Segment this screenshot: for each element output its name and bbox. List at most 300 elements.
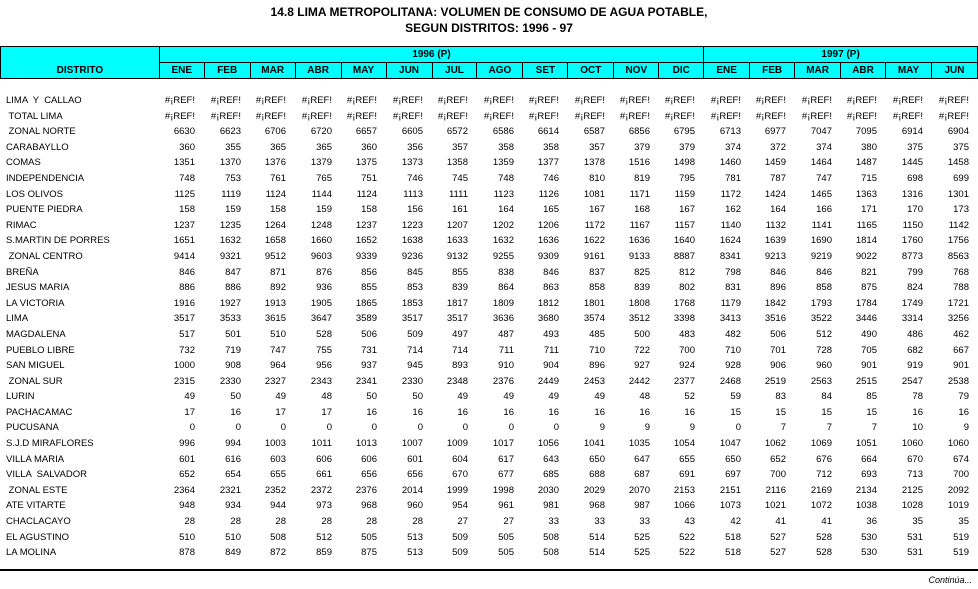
table-row: [0, 498, 978, 514]
value-cell: 3615: [264, 313, 286, 325]
district-name: PUCUSANA: [6, 422, 59, 434]
value-cell: 372: [770, 141, 786, 153]
value-cell: 527: [770, 531, 786, 543]
value-cell: 49: [184, 391, 195, 403]
value-cell: 831: [725, 282, 741, 294]
value-cell: 3516: [764, 313, 786, 325]
district-name: LA MOLINA: [6, 547, 57, 559]
district-name: PUEBLO LIBRE: [6, 344, 75, 356]
value-cell: #¡REF!: [619, 110, 650, 122]
value-cell: #¡REF!: [483, 110, 514, 122]
value-cell: 2330: [401, 375, 423, 387]
value-cell: 33: [639, 516, 650, 528]
table-title: 14.8 LIMA METROPOLITANA: VOLUMEN DE CONSUMO DE AGUA POTABLE,: [270, 5, 708, 19]
value-cell: 159: [225, 204, 241, 216]
value-cell: 1927: [219, 297, 241, 309]
value-cell: 650: [589, 453, 605, 465]
value-cell: 2343: [310, 375, 332, 387]
value-cell: 509: [407, 328, 423, 340]
value-cell: 687: [634, 469, 650, 481]
value-cell: 171: [861, 204, 877, 216]
value-cell: 3680: [537, 313, 559, 325]
value-cell: 1056: [537, 438, 559, 450]
value-cell: 28: [412, 516, 423, 528]
value-cell: 1351: [173, 157, 195, 169]
value-cell: 1905: [310, 297, 332, 309]
value-cell: 3446: [855, 313, 877, 325]
value-cell: 799: [907, 266, 923, 278]
table-row: [0, 93, 978, 109]
value-cell: 10: [912, 422, 923, 434]
table-header: [0, 46, 978, 79]
value-cell: 6795: [673, 126, 695, 138]
value-cell: 0: [280, 422, 286, 434]
value-cell: 745: [452, 172, 468, 184]
value-cell: 810: [589, 172, 605, 184]
value-cell: 9414: [173, 250, 195, 262]
value-cell: 753: [225, 172, 241, 184]
value-cell: 1812: [537, 297, 559, 309]
value-cell: 9219: [810, 250, 832, 262]
value-cell: 667: [953, 344, 969, 356]
table-row: [0, 374, 978, 390]
value-cell: 802: [679, 282, 695, 294]
value-cell: 908: [225, 360, 241, 372]
value-cell: 1853: [401, 297, 423, 309]
value-cell: #¡REF!: [164, 95, 195, 106]
value-cell: 6623: [219, 126, 241, 138]
value-cell: 1999: [446, 484, 468, 496]
value-cell: 954: [452, 500, 468, 512]
value-cell: #¡REF!: [710, 110, 741, 122]
value-cell: 1373: [401, 157, 423, 169]
value-cell: 6713: [719, 126, 741, 138]
value-cell: #¡REF!: [801, 110, 832, 122]
value-cell: #¡REF!: [392, 110, 423, 122]
value-cell: 6914: [901, 126, 923, 138]
table-subtitle: SEGUN DISTRITOS: 1996 - 97: [405, 21, 573, 35]
value-cell: #¡REF!: [301, 110, 332, 122]
table-row: [0, 171, 978, 187]
value-cell: 1062: [764, 438, 786, 450]
continues-note: Continúa...: [928, 575, 972, 585]
value-cell: 1165: [856, 219, 877, 231]
value-cell: 15: [775, 406, 786, 418]
value-cell: #¡REF!: [619, 95, 650, 106]
value-cell: 927: [634, 360, 650, 372]
value-cell: 3522: [810, 313, 832, 325]
value-cell: 2376: [355, 484, 377, 496]
value-cell: 1038: [855, 500, 877, 512]
value-cell: 944: [270, 500, 286, 512]
value-cell: 847: [225, 266, 241, 278]
value-cell: 159: [316, 204, 332, 216]
value-cell: 1119: [221, 188, 241, 200]
district-name: CHACLACAYO: [6, 516, 71, 528]
value-cell: 379: [679, 141, 695, 153]
value-cell: #¡REF!: [210, 95, 241, 106]
value-cell: 510: [179, 531, 195, 543]
value-cell: #¡REF!: [483, 95, 514, 106]
value-cell: 168: [634, 204, 650, 216]
value-cell: 506: [361, 328, 377, 340]
value-cell: 886: [225, 282, 241, 294]
value-cell: 864: [498, 282, 514, 294]
value-cell: 16: [594, 406, 605, 418]
value-cell: 35: [958, 516, 969, 528]
value-cell: 2169: [810, 484, 832, 496]
value-cell: 2364: [173, 484, 195, 496]
value-cell: 3517: [446, 313, 468, 325]
value-cell: 606: [316, 453, 332, 465]
value-cell: 510: [270, 328, 286, 340]
value-cell: #¡REF!: [437, 110, 468, 122]
value-cell: 1144: [311, 188, 332, 200]
value-cell: 17: [321, 406, 332, 418]
value-cell: 358: [498, 141, 514, 153]
month-header: MAY: [886, 63, 932, 79]
value-cell: 28: [321, 516, 332, 528]
value-cell: 1622: [583, 235, 605, 247]
value-cell: 1019: [947, 500, 969, 512]
value-cell: 506: [770, 328, 786, 340]
district-name: LA VICTORIA: [6, 297, 65, 309]
value-cell: 6904: [947, 126, 969, 138]
value-cell: 508: [270, 531, 286, 543]
value-cell: 1370: [219, 157, 241, 169]
value-cell: 519: [953, 531, 969, 543]
district-column-header: DISTRITO: [1, 47, 160, 79]
value-cell: 732: [179, 344, 195, 356]
value-cell: 2030: [537, 484, 559, 496]
value-cell: 1051: [855, 438, 877, 450]
table-row: [0, 218, 978, 234]
value-cell: 839: [634, 282, 650, 294]
value-cell: 606: [361, 453, 377, 465]
value-cell: 501: [225, 328, 241, 340]
value-cell: 9512: [264, 250, 286, 262]
value-cell: 519: [953, 547, 969, 559]
value-cell: 49: [503, 391, 514, 403]
value-cell: 1150: [902, 219, 923, 231]
table-row: [0, 514, 978, 530]
value-cell: 514: [589, 547, 605, 559]
value-cell: 1141: [811, 219, 832, 231]
value-cell: 2442: [628, 375, 650, 387]
value-cell: 8563: [947, 250, 969, 262]
value-cell: 1632: [219, 235, 241, 247]
district-name: ZONAL CENTRO: [6, 250, 83, 262]
month-header: MAY: [341, 63, 386, 79]
value-cell: 16: [366, 406, 377, 418]
value-cell: 698: [907, 172, 923, 184]
value-cell: 41: [821, 516, 832, 528]
value-cell: 528: [316, 328, 332, 340]
value-cell: 167: [679, 204, 695, 216]
value-cell: 2330: [219, 375, 241, 387]
value-cell: 16: [412, 406, 423, 418]
value-cell: 486: [907, 328, 923, 340]
value-cell: 1167: [629, 219, 650, 231]
value-cell: 1011: [311, 438, 332, 450]
value-cell: 1047: [719, 438, 741, 450]
value-cell: 714: [452, 344, 468, 356]
value-cell: 960: [816, 360, 832, 372]
value-cell: 1498: [673, 157, 695, 169]
value-cell: 1009: [446, 438, 468, 450]
value-cell: 357: [452, 141, 468, 153]
value-cell: 2014: [401, 484, 423, 496]
value-cell: #¡REF!: [574, 95, 605, 106]
table-row: [0, 296, 978, 312]
value-cell: 711: [498, 344, 514, 356]
value-cell: 1749: [901, 297, 923, 309]
value-cell: 2134: [855, 484, 877, 496]
value-cell: 357: [589, 141, 605, 153]
value-cell: 924: [679, 360, 695, 372]
value-cell: 728: [816, 344, 832, 356]
value-cell: 661: [316, 469, 332, 481]
value-cell: 2377: [673, 375, 695, 387]
value-cell: 9236: [401, 250, 423, 262]
value-cell: #¡REF!: [346, 95, 377, 106]
value-cell: 1113: [403, 188, 423, 200]
month-header: JUN: [386, 63, 432, 79]
value-cell: 2519: [764, 375, 786, 387]
value-cell: 6572: [446, 126, 468, 138]
value-cell: 49: [275, 391, 286, 403]
value-cell: 700: [679, 344, 695, 356]
district-name: BREÑA: [6, 266, 39, 278]
table-row: [0, 202, 978, 218]
value-cell: 652: [179, 469, 195, 481]
value-cell: 1487: [855, 157, 877, 169]
value-cell: 855: [361, 282, 377, 294]
value-cell: 508: [543, 531, 559, 543]
value-cell: 1651: [173, 235, 195, 247]
table-row: [0, 233, 978, 249]
value-cell: 1690: [810, 235, 832, 247]
value-cell: 16: [548, 406, 559, 418]
value-cell: 715: [861, 172, 877, 184]
value-cell: 2116: [765, 484, 786, 496]
value-cell: 875: [361, 547, 377, 559]
value-cell: 812: [679, 266, 695, 278]
table-row: [0, 265, 978, 281]
value-cell: 375: [907, 141, 923, 153]
value-cell: 1636: [537, 235, 559, 247]
value-cell: 167: [589, 204, 605, 216]
value-cell: 936: [316, 282, 332, 294]
value-cell: 1636: [628, 235, 650, 247]
value-cell: 846: [816, 266, 832, 278]
district-name: S.MARTIN DE PORRES: [6, 235, 110, 247]
value-cell: 27: [457, 516, 468, 528]
value-cell: 1445: [901, 157, 923, 169]
district-name: VILLA MARIA: [6, 453, 65, 465]
value-cell: 505: [498, 547, 514, 559]
value-cell: 0: [735, 422, 741, 434]
value-cell: 9133: [628, 250, 650, 262]
value-cell: 652: [770, 453, 786, 465]
value-cell: 9: [963, 422, 969, 434]
value-cell: 1842: [764, 297, 786, 309]
value-cell: 6586: [492, 126, 514, 138]
value-cell: 166: [816, 204, 832, 216]
district-name: RIMAC: [6, 219, 37, 231]
value-cell: 1377: [537, 157, 559, 169]
value-cell: 714: [407, 344, 423, 356]
value-cell: 1378: [583, 157, 605, 169]
value-cell: 2453: [583, 375, 605, 387]
value-cell: 825: [634, 266, 650, 278]
value-cell: 1801: [583, 297, 605, 309]
value-cell: 768: [953, 266, 969, 278]
value-cell: 956: [316, 360, 332, 372]
month-header: FEB: [204, 63, 250, 79]
value-cell: 1913: [264, 297, 286, 309]
value-cell: 1007: [401, 438, 423, 450]
value-cell: 28: [184, 516, 195, 528]
value-cell: 0: [462, 422, 468, 434]
value-cell: 1640: [673, 235, 695, 247]
month-header: JUN: [931, 63, 977, 79]
value-cell: 3647: [310, 313, 332, 325]
value-cell: 6706: [264, 126, 286, 138]
month-header: SET: [523, 63, 568, 79]
value-cell: 846: [543, 266, 559, 278]
value-cell: 158: [361, 204, 377, 216]
value-cell: 49: [548, 391, 559, 403]
value-cell: 6856: [628, 126, 650, 138]
value-cell: 617: [498, 453, 514, 465]
value-cell: 33: [548, 516, 559, 528]
month-header: NOV: [614, 63, 659, 79]
value-cell: 1069: [810, 438, 832, 450]
value-cell: 59: [730, 391, 741, 403]
district-name: ATE VITARTE: [6, 500, 66, 512]
value-cell: 1126: [538, 188, 559, 200]
value-cell: 1072: [810, 500, 832, 512]
value-cell: 16: [503, 406, 514, 418]
value-cell: 1624: [719, 235, 741, 247]
value-cell: 616: [225, 453, 241, 465]
value-cell: 705: [861, 344, 877, 356]
value-cell: 493: [543, 328, 559, 340]
value-cell: 16: [912, 406, 923, 418]
value-cell: 896: [589, 360, 605, 372]
value-cell: 647: [634, 453, 650, 465]
district-name: ZONAL NORTE: [6, 126, 76, 138]
district-name: ZONAL SUR: [6, 375, 63, 387]
value-cell: 3512: [628, 313, 650, 325]
value-cell: 15: [730, 406, 741, 418]
table-row: [0, 483, 978, 499]
value-cell: 751: [361, 172, 377, 184]
value-cell: 1000: [173, 360, 195, 372]
value-cell: 960: [407, 500, 423, 512]
value-cell: 871: [270, 266, 286, 278]
value-cell: 656: [361, 469, 377, 481]
value-cell: 798: [725, 266, 741, 278]
value-cell: 9213: [764, 250, 786, 262]
value-cell: #¡REF!: [846, 95, 877, 106]
value-cell: 711: [543, 344, 559, 356]
value-cell: 846: [770, 266, 786, 278]
table-row: [0, 545, 978, 561]
value-cell: 15: [821, 406, 832, 418]
value-cell: 1793: [810, 297, 832, 309]
value-cell: 518: [725, 547, 741, 559]
value-cell: 973: [316, 500, 332, 512]
value-cell: 1424: [764, 188, 786, 200]
value-cell: 3398: [673, 313, 695, 325]
value-cell: 761: [270, 172, 286, 184]
value-cell: 522: [679, 547, 695, 559]
value-cell: 530: [861, 547, 877, 559]
value-cell: 360: [179, 141, 195, 153]
value-cell: 849: [225, 547, 241, 559]
value-cell: 2070: [628, 484, 650, 496]
value-cell: 1632: [492, 235, 514, 247]
value-cell: 2092: [947, 484, 969, 496]
value-cell: 858: [816, 282, 832, 294]
value-cell: 1376: [264, 157, 286, 169]
value-cell: #¡REF!: [392, 95, 423, 106]
value-cell: 164: [498, 204, 514, 216]
value-cell: 356: [407, 141, 423, 153]
value-cell: 710: [589, 344, 605, 356]
value-cell: 859: [316, 547, 332, 559]
table-row: [0, 155, 978, 171]
value-cell: 365: [270, 141, 286, 153]
value-cell: 748: [179, 172, 195, 184]
value-cell: 655: [270, 469, 286, 481]
value-cell: 1171: [629, 188, 650, 200]
value-cell: #¡REF!: [346, 110, 377, 122]
value-cell: 839: [452, 282, 468, 294]
value-cell: #¡REF!: [938, 95, 969, 106]
value-cell: 7047: [810, 126, 832, 138]
value-cell: 1638: [401, 235, 423, 247]
value-cell: 904: [543, 360, 559, 372]
value-cell: 375: [953, 141, 969, 153]
year-1996-header: 1996 (P): [159, 47, 703, 63]
value-cell: 509: [452, 531, 468, 543]
value-cell: 528: [816, 547, 832, 559]
value-cell: 9: [644, 422, 650, 434]
value-cell: #¡REF!: [528, 95, 559, 106]
value-cell: 2348: [446, 375, 468, 387]
value-cell: 0: [326, 422, 332, 434]
value-cell: 6587: [583, 126, 605, 138]
value-cell: 530: [861, 531, 877, 543]
value-cell: 677: [498, 469, 514, 481]
value-cell: 7: [826, 422, 832, 434]
value-cell: 685: [543, 469, 559, 481]
value-cell: 846: [179, 266, 195, 278]
value-cell: 513: [407, 547, 423, 559]
value-cell: #¡REF!: [301, 95, 332, 106]
value-cell: 374: [816, 141, 832, 153]
value-cell: 9255: [492, 250, 514, 262]
district-name: COMAS: [6, 157, 41, 169]
value-cell: 1756: [947, 235, 969, 247]
value-cell: 42: [730, 516, 741, 528]
value-cell: 49: [594, 391, 605, 403]
table-row: [0, 436, 978, 452]
district-name: JESUS MARIA: [6, 282, 70, 294]
